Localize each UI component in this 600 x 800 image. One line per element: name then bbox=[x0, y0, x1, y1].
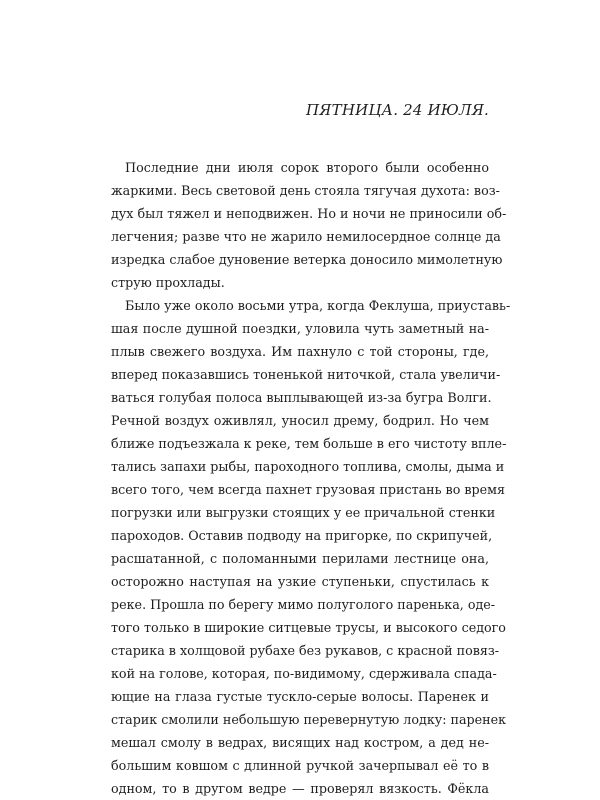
text-line: реке. Прошла по берегу мимо полуголого паренька, оде- bbox=[111, 597, 496, 612]
text-line: всего того, чем всегда пахнет грузовая пристань во время bbox=[111, 482, 506, 497]
text-line: того только в широкие ситцевые трусы, и высокого седого bbox=[111, 620, 506, 635]
text-line: струю прохлады. bbox=[111, 275, 225, 290]
text-line: пароходов. Оставив подводу на пригорке, по скрипучей, bbox=[111, 528, 493, 543]
text-line: большим ковшом с длинной ручкой зачерпывал её то в bbox=[111, 758, 489, 773]
text-line: жаркими. Весь световой день стояла тягучая духота: воз- bbox=[111, 183, 500, 198]
text-line: Было уже около восьми утра, когда Феклуша, приуставь- bbox=[125, 298, 511, 313]
text-line: Речной воздух оживлял, уносил дрему, бодрил. Но чем bbox=[111, 413, 489, 428]
text-line: шая после душной поездки, уловила чуть заметный на- bbox=[111, 321, 489, 336]
text-line: старик смолили небольшую перевернутую лодку: паренек bbox=[111, 712, 507, 727]
text-line: дух был тяжел и неподвижен. Но и ночи не приносили об- bbox=[111, 206, 507, 221]
text-line: изредка слабое дуновение ветерка доносило мимолетную bbox=[111, 252, 503, 267]
text-line: Последние дни июля сорок второго были особенно bbox=[125, 160, 489, 175]
text-line: осторожно наступая на узкие ступеньки, спустилась к bbox=[111, 574, 489, 589]
text-line: погрузки или выгрузки стоящих у ее причальной стенки bbox=[111, 505, 496, 520]
text-line: плыв свежего воздуха. Им пахнуло с той стороны, где, bbox=[111, 344, 489, 359]
text-line: расшатанной, с поломанными перилами лестнице она, bbox=[111, 551, 489, 566]
text-line: старика в холщовой рубахе без рукавов, с красной повяз- bbox=[111, 643, 500, 658]
text-line: ближе подъезжала к реке, тем больше в его чистоту впле- bbox=[111, 436, 507, 451]
text-line: тались запахи рыбы, пароходного топлива, смолы, дыма и bbox=[111, 459, 505, 474]
text-line: легчения; разве что не жарило немилосердное солнце да bbox=[111, 229, 501, 244]
text-line: мешал смолу в ведрах, висящих над костром, а дед не- bbox=[111, 735, 489, 750]
chapter-title: ПЯТНИЦА. 24 ИЮЛЯ. bbox=[306, 101, 489, 119]
text-line: кой на голове, которая, по-видимому, сдерживала спада- bbox=[111, 666, 497, 681]
body-text bbox=[111, 156, 511, 800]
text-line: одном, то в другом ведре — проверял вязкость. Фёкла bbox=[111, 781, 489, 796]
text-line: ющие на глаза густые тускло-серые волосы. Паренек и bbox=[111, 689, 489, 704]
text-line: ваться голубая полоса выплывающей из-за бугра Волги. bbox=[111, 390, 492, 405]
text-line: вперед показавшись тоненькой ниточкой, стала увеличи- bbox=[111, 367, 501, 382]
